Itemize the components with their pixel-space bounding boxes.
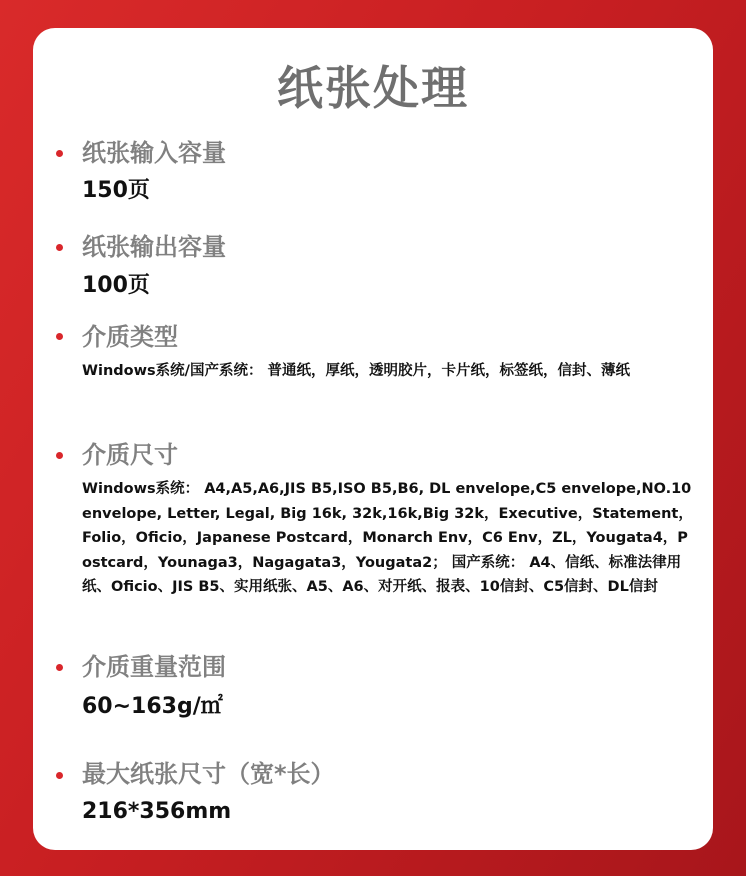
page-title: 纸张处理: [277, 61, 469, 115]
section-value-max-paper-size: 216*356mm: [82, 799, 232, 824]
bullet-dot: [56, 333, 63, 340]
section-value-media-size: Windows系统： A4,A5,A6,JIS B5,ISO B5,B6, DL envelope,C5 envelope,NO.10 envelope, Letter, Legal, Big 16k, 32k,16k,Big 32k，Executive，Statement，Folio，Oficio，Japanese Postcard，Monarch Env，C6 Env，ZL，Yougata4，Postcard，Younaga3，Nagagata3，Yougata2； 国产系统： A4、信纸、标准法律用纸、Oficio、JIS B5、实用纸张、A5、A6、对开纸、报表、10信封、C5信封、DL信封: [82, 481, 693, 595]
section-label-weight-range: 介质重量范围: [82, 653, 226, 681]
section-label-media-type: 介质类型: [82, 323, 178, 351]
section-label-max-paper-size: 最大纸张尺寸（宽*长）: [82, 760, 335, 788]
section-label-media-size: 介质尺寸: [82, 441, 178, 469]
bullet-dot: [56, 772, 63, 779]
bullet-dot: [56, 452, 63, 459]
section-label-output-capacity: 纸张输出容量: [82, 233, 226, 261]
spec-card: [33, 28, 713, 850]
section-label-input-capacity: 纸张输入容量: [82, 139, 226, 167]
section-value-media-type: Windows系统/国产系统： 普通纸，厚纸，透明胶片，卡片纸，标签纸，信封、薄纸: [82, 363, 630, 379]
bullet-dot: [56, 664, 63, 671]
bullet-dot: [56, 244, 63, 251]
bullet-dot: [56, 150, 63, 157]
section-value-weight-range: 60~163g/㎡: [82, 694, 223, 719]
section-value-input-capacity: 150页: [82, 178, 150, 203]
section-value-output-capacity: 100页: [82, 273, 150, 298]
